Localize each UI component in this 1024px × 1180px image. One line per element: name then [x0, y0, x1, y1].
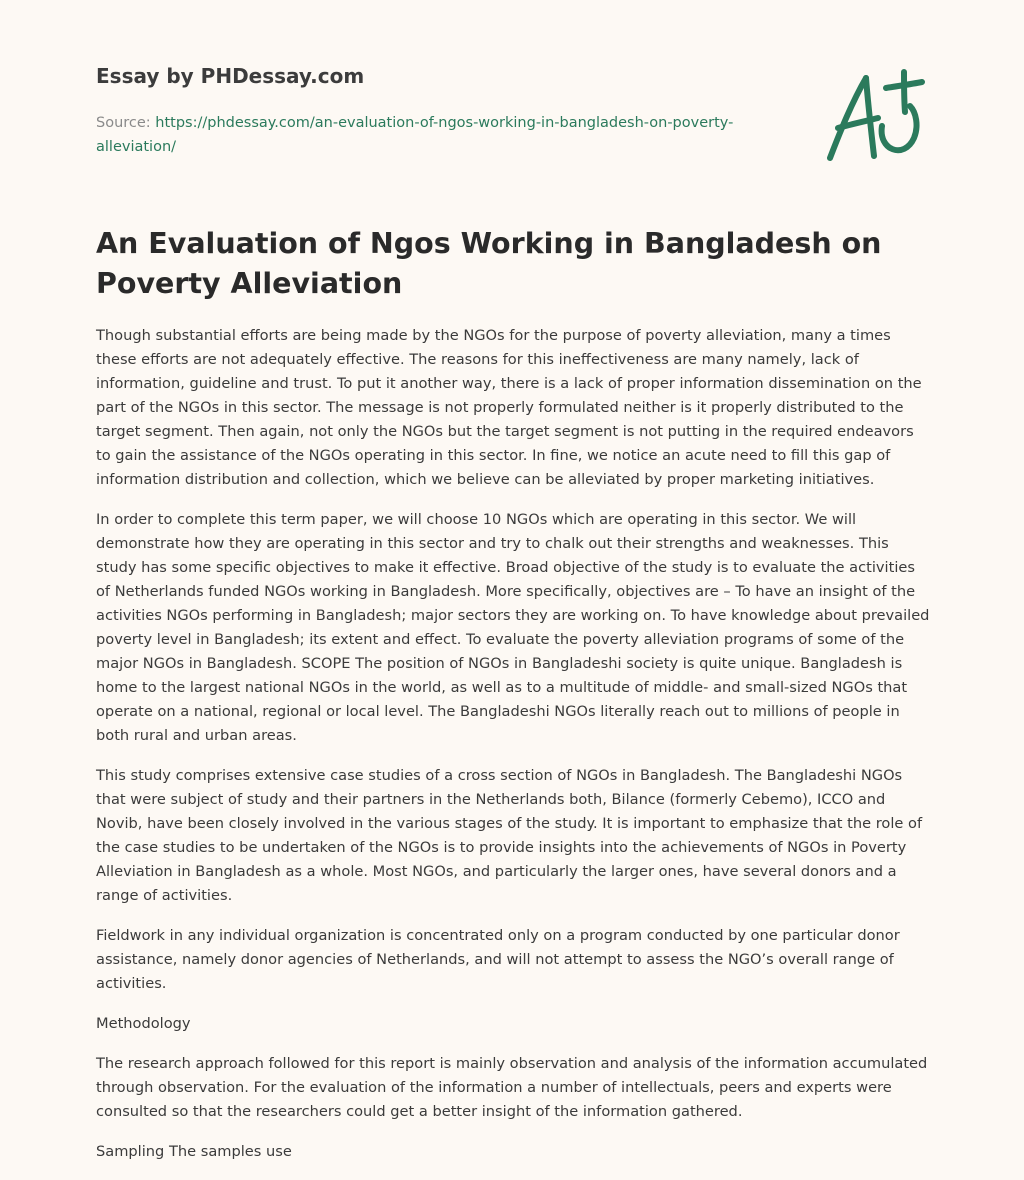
- essay-title: An Evaluation of Ngos Working in Bangladesh on Poverty Alleviation: [96, 227, 882, 300]
- paragraph: The research approach followed for this report is mainly observation and analysis of the information accumulated through observation. For the evaluation of the information a number of intellectuals, peers and experts were consulted so that the researchers could get a better insight of the information gathered.: [96, 1055, 928, 1120]
- essay-body: [96, 324, 932, 1180]
- paragraph: Fieldwork in any individual organization is concentrated only on a program conducted by one particular donor assistance, namely donor agencies of Netherlands, and will not attempt to assess the NGO’s overall range of activities.: [96, 927, 900, 992]
- paragraph: In order to complete this term paper, we will choose 10 NGOs which are operating in this sector. We will demonstrate how they are operating in this sector and try to chalk out their strengths and weaknesses. This study has some specific objectives to make it effective. Broad objective of the study is to evaluate the activities of Netherlands funded NGOs working in Bangladesh. More specifically, objectives are – To have an insight of the activities NGOs performing in Bangladesh; major sectors they are working on. To have knowledge about prevailed poverty level in Bangladesh; its extent and effect. To evaluate the poverty alleviation programs of some of the major NGOs in Bangladesh. SCOPE The position of NGOs in Bangladeshi society is quite unique. Bangladesh is home to the largest national NGOs in the world, as well as to a multitude of middle- and small-sized NGOs that operate on a national, regional or local level. The Bangladeshi NGOs literally reach out to millions of people in both rural and urban areas.: [96, 511, 930, 744]
- source-line: [96, 111, 786, 159]
- paragraph: Sampling The samples use: [96, 1143, 292, 1160]
- paragraph: This study comprises extensive case studies of a cross section of NGOs in Bangladesh. The Bangladeshi NGOs that were subject of study and their partners in the Netherlands both, Bilance (formerly Cebemo), ICCO and Novib, have been closely involved in the various stages of the study. It is important to emphasize that the role of the case studies to be undertaken of the NGOs is to provide insights into the achievements of NGOs in Poverty Alleviation in Bangladesh as a whole. Most NGOs, and particularly the larger ones, have several donors and a range of activities.: [96, 767, 923, 904]
- section-heading-methodology: Methodology: [96, 1015, 191, 1032]
- source-link[interactable]: https://phdessay.com/an-evaluation-of-ngos-working-in-bangladesh-on-poverty-alleviation/: [96, 115, 734, 155]
- source-label: Source:: [96, 115, 156, 131]
- paragraph: Though substantial efforts are being made by the NGOs for the purpose of poverty alleviation, many a times these efforts are not adequately effective. The reasons for this ineffectiveness are many namely, lack of information, guideline and trust. To put it another way, there is a lack of proper information dissemination on the part of the NGOs in this sector. The message is not properly formulated neither is it properly distributed to the target segment. Then again, not only the NGOs but the target segment is not putting in the required endeavors to gain the assistance of the NGOs operating in this sector. In fine, we notice an acute need to fill this gap of information distribution and collection, which we believe can be alleviated by proper marketing initiatives.: [96, 327, 922, 488]
- site-title: Essay by PHDessay.com: [96, 64, 365, 88]
- a-plus-logo-icon: [818, 66, 930, 166]
